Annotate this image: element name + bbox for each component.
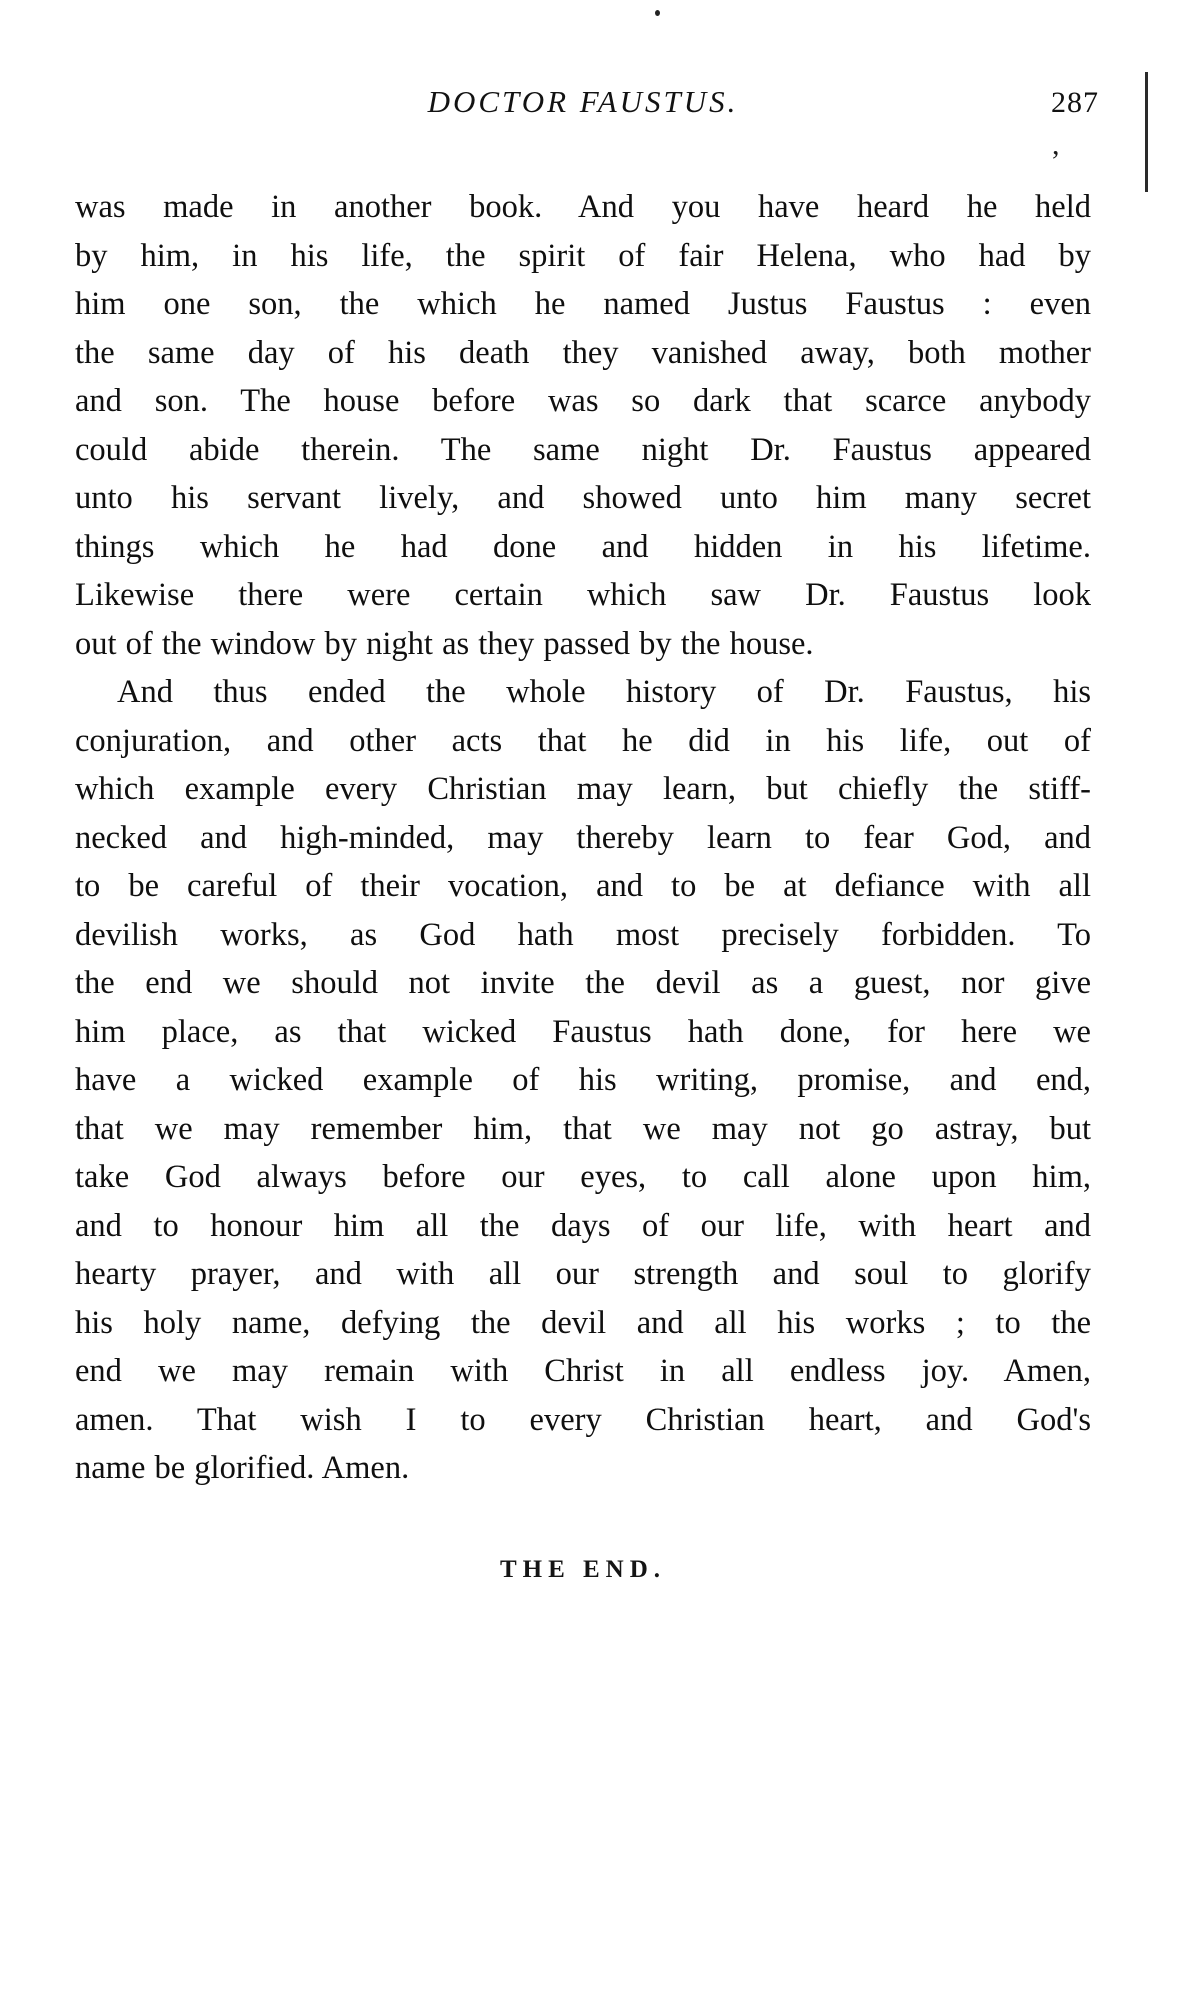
page-title: DOCTOR FAUSTUS. — [427, 84, 739, 119]
text-line: and to honour him all the days of our life, with heart and — [75, 1207, 1091, 1244]
text-line: conjuration, and other acts that he did in his life, out of — [75, 722, 1091, 759]
text-line: And thus ended the whole history of Dr. Faustus, his — [117, 674, 1091, 710]
text-line: Likewise there were certain which saw Dr. Faustus look — [75, 577, 1091, 613]
text-line: unto his servant lively, and showed unto him many secret — [75, 480, 1091, 516]
text-line: to be careful of their vocation, and to be at defiance with all — [75, 868, 1091, 904]
text-line: by him, in his life, the spirit of fair Helena, who had by — [75, 237, 1091, 274]
text-line: his holy name, defying the devil and all his works ; to the — [75, 1304, 1091, 1341]
text-line: take God always before our eyes, to call alone upon him, — [75, 1159, 1091, 1195]
text-line: which example every Christian may learn, but chiefly the stiff- — [75, 771, 1091, 807]
text-line: hearty prayer, and with all our strength and soul to glorify — [75, 1256, 1091, 1292]
text-line: the same day of his death they vanished away, both mother — [75, 334, 1091, 371]
paragraph — [75, 183, 1091, 668]
paragraph — [75, 668, 1091, 1493]
text-line: have a wicked example of his writing, promise, and end, — [75, 1062, 1091, 1098]
text-line: him one son, the which he named Justus Faustus : even — [75, 286, 1091, 322]
text-line: things which he had done and hidden in his lifetime. — [75, 528, 1091, 565]
running-head — [75, 84, 1099, 124]
text-line: devilish works, as God hath most precisely forbidden. To — [75, 916, 1091, 953]
scan-dot-artifact — [655, 10, 660, 16]
text-line: end we may remain with Christ in all endless joy. Amen, — [75, 1353, 1091, 1389]
text-line: and son. The house before was so dark that scarce anybody — [75, 383, 1091, 419]
text-line: could abide therein. The same night Dr. Faustus appeared — [75, 431, 1091, 468]
text-line: name be glorified. Amen. — [75, 1450, 410, 1486]
page-number: 287 — [1051, 86, 1099, 119]
scan-edge-line-artifact — [1145, 72, 1148, 192]
text-line: the end we should not invite the devil as a guest, nor give — [75, 965, 1091, 1001]
text-line: that we may remember him, that we may not go astray, but — [75, 1110, 1091, 1147]
text-line: out of the window by night as they passed by the house. — [75, 625, 814, 662]
text-line: him place, as that wicked Faustus hath done, for here we — [75, 1013, 1091, 1050]
text-line: amen. That wish I to every Christian heart, and God's — [75, 1401, 1091, 1438]
scan-speck-artifact: , — [1052, 128, 1060, 161]
page-body — [75, 183, 1091, 1493]
text-line: necked and high-minded, may thereby learn to fear God, and — [75, 819, 1091, 856]
the-end-mark: THE END. — [499, 1556, 667, 1583]
text-line: was made in another book. And you have heard he held — [75, 189, 1091, 225]
